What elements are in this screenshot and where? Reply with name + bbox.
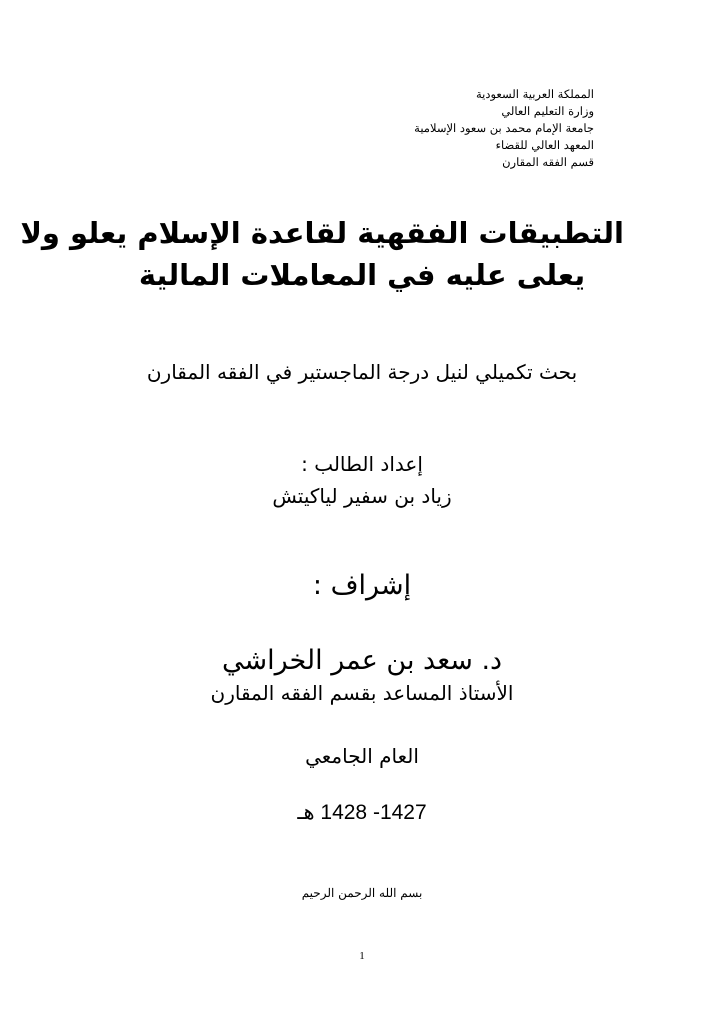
- header-line-country: المملكة العربية السعودية: [476, 87, 594, 101]
- header-line-university: جامعة الإمام محمد بن سعود الإسلامية: [414, 121, 594, 135]
- academic-year-label: العام الجامعي: [305, 744, 419, 768]
- thesis-title: [20, 212, 624, 296]
- student-name: زياد بن سفير لياكيتش: [272, 484, 452, 508]
- supervisor-name: د. سعد بن عمر الخراشي: [221, 645, 503, 676]
- prepared-by-label: إعداد الطالب :: [301, 452, 423, 476]
- thesis-title-line-2: يعلى عليه في المعاملات المالية: [138, 258, 586, 292]
- basmala: بسم الله الرحمن الرحيم: [301, 886, 423, 900]
- header-line-ministry: وزارة التعليم العالي: [501, 104, 594, 118]
- page-number: 1: [359, 950, 365, 962]
- header-line-institute: المعهد العالي للقضاء: [495, 138, 594, 152]
- institution-header: [234, 86, 594, 171]
- academic-year: 1427- 1428 هـ: [297, 801, 427, 824]
- thesis-subtitle: بحث تكميلي لنيل درجة الماجستير في الفقه المقارن: [146, 360, 578, 384]
- header-line-department: قسم الفقه المقارن: [502, 155, 594, 169]
- supervisor-title: الأستاذ المساعد بقسم الفقه المقارن: [210, 681, 514, 705]
- supervision-label: إشراف :: [312, 570, 412, 601]
- thesis-title-line-1: التطبيقات الفقهية لقاعدة الإسلام يعلو ولا: [20, 216, 624, 250]
